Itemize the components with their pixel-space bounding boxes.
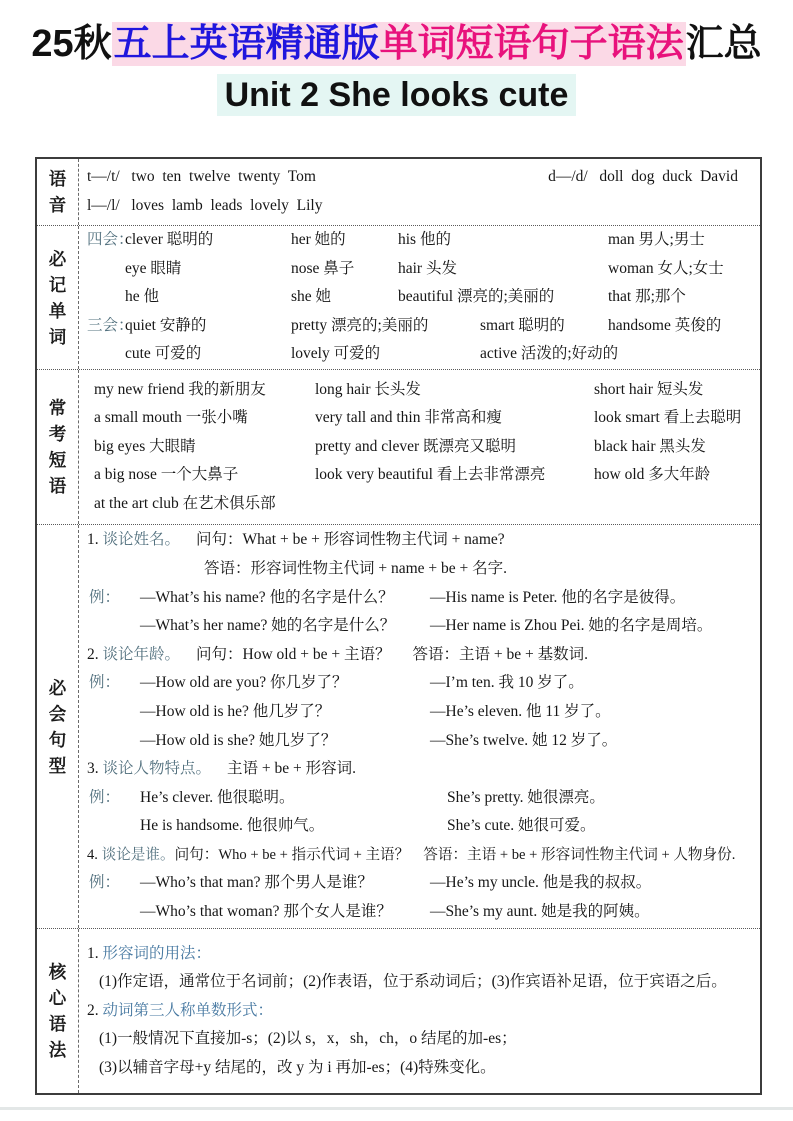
text-seg: how old 多大年龄 xyxy=(594,466,711,484)
text-seg: lovely 可爱的 xyxy=(291,345,381,363)
text-line xyxy=(99,968,746,997)
text-line xyxy=(87,698,746,727)
text-seg: 2. xyxy=(87,1001,103,1019)
text-seg: —Who’s that woman? 那个女人是谁？ xyxy=(140,903,392,921)
title-prefix: 25秋 xyxy=(31,23,112,65)
keyword-label: 谈论姓名。 xyxy=(102,531,181,549)
text-line xyxy=(87,526,746,555)
text-seg: —His name is Peter. 他的名字是彼得。 xyxy=(430,588,686,606)
text-line xyxy=(87,584,746,613)
text-line xyxy=(87,869,746,898)
text-seg: very tall and thin 非常高和瘦 xyxy=(315,409,502,427)
keyword-label: 例： xyxy=(89,588,121,606)
section-label-key-phrases: 常 考 短 语 xyxy=(37,370,79,524)
text-line xyxy=(87,727,746,756)
section-content-key-phrases xyxy=(79,370,760,524)
text-seg: —He’s eleven. 他 11 岁了。 xyxy=(430,702,611,720)
text-seg: —How old is he? 他几岁了？ xyxy=(140,702,331,720)
text-line xyxy=(87,192,746,221)
section-key-words xyxy=(37,225,760,369)
text-seg: short hair 短头发 xyxy=(594,380,704,398)
text-seg: He’s clever. 他很聪明。 xyxy=(140,788,295,806)
text-line xyxy=(99,1054,746,1083)
text-line xyxy=(94,490,746,519)
text-seg: a big nose 一个大鼻子 xyxy=(94,466,239,484)
section-core-grammar xyxy=(37,928,760,1093)
section-label-phonics: 语 音 xyxy=(37,159,79,225)
text-seg: quiet 安静的 xyxy=(125,316,207,334)
unit-subtitle-text: Unit 2 She looks cute xyxy=(217,74,577,116)
text-seg: —Her name is Zhou Pei. 她的名字是周培。 xyxy=(430,617,713,635)
text-seg: —What’s her name? 她的名字是什么？ xyxy=(140,617,396,635)
text-seg: his 他的 xyxy=(398,231,451,249)
text-seg: pretty and clever 既漂亮又聪明 xyxy=(315,437,517,455)
text-seg: cute 可爱的 xyxy=(125,345,202,363)
text-line xyxy=(87,812,746,841)
text-line xyxy=(87,641,746,670)
keyword-label: 形容词的用法： xyxy=(102,944,212,962)
unit-subtitle xyxy=(0,72,793,118)
text-seg: her 她的 xyxy=(291,231,346,249)
text-line xyxy=(87,669,746,698)
text-seg: woman 女人;女士 xyxy=(608,259,724,277)
title-topics: 单词短语句子语法 xyxy=(379,23,684,65)
keyword-label: 谈论人物特点。 xyxy=(102,760,212,778)
text-seg: She’s pretty. 她很漂亮。 xyxy=(447,788,605,806)
text-seg: look smart 看上去聪明 xyxy=(594,409,742,427)
keyword-label: 例： xyxy=(89,788,121,806)
text-seg: —She’s twelve. 她 12 岁了。 xyxy=(430,731,618,749)
text-line xyxy=(87,841,746,870)
section-label-core-grammar: 核 心 语 法 xyxy=(37,929,79,1093)
text-seg: 2. xyxy=(87,645,103,663)
text-seg: —He’s my uncle. 他是我的叔叔。 xyxy=(430,874,652,892)
text-line xyxy=(94,461,746,490)
text-seg: 答语：形容词性物主代词 + name + be + 名字. xyxy=(204,559,508,577)
section-content-phonics xyxy=(79,159,760,225)
text-seg: l—/l/ loves lamb leads lovely Lily xyxy=(87,197,323,214)
text-seg: clever 聪明的 xyxy=(125,231,214,249)
section-content-core-grammar xyxy=(79,929,760,1093)
text-seg: 问句：What + be + 形容词性物主代词 + name? xyxy=(196,531,505,549)
section-content-key-sentences xyxy=(79,525,760,928)
keyword-label: 谈论年龄。 xyxy=(102,645,181,663)
text-line xyxy=(87,283,746,312)
text-seg: hair 头发 xyxy=(398,259,457,277)
text-line xyxy=(87,226,746,255)
text-seg: 主语 + be + 形容词. xyxy=(227,760,357,778)
text-line xyxy=(87,940,746,969)
text-seg: big eyes 大眼睛 xyxy=(94,437,196,455)
text-seg: 1. xyxy=(87,944,103,962)
section-key-phrases xyxy=(37,369,760,524)
text-line xyxy=(94,376,746,405)
text-seg: She’s cute. 她很可爱。 xyxy=(447,817,596,835)
keyword-label: 三会： xyxy=(87,316,134,334)
text-seg: 1. xyxy=(87,531,103,549)
page-edge-shadow xyxy=(0,1107,793,1110)
text-line xyxy=(87,898,746,927)
text-seg: —How old are you? 你几岁了？ xyxy=(140,674,348,692)
text-seg: eye 眼睛 xyxy=(125,259,182,277)
text-seg: smart 聪明的 xyxy=(480,316,565,334)
text-seg: nose 鼻子 xyxy=(291,259,355,277)
text-seg: 3. xyxy=(87,760,103,778)
text-seg: He is handsome. 他很帅气。 xyxy=(140,817,325,835)
title-highlight xyxy=(112,22,686,66)
text-seg: (3)以辅音字母+y 结尾的，改 y 为 i 再加-es；(4)特殊变化。 xyxy=(99,1058,496,1076)
keyword-label: 四会： xyxy=(87,231,134,249)
text-line xyxy=(94,433,746,462)
text-seg: —What’s his name? 他的名字是什么？ xyxy=(140,588,394,606)
section-key-sentences xyxy=(37,524,760,928)
keyword-label: 例： xyxy=(89,674,121,692)
text-line xyxy=(87,312,746,341)
text-seg: black hair 黑头发 xyxy=(594,437,706,455)
text-seg: that 那;那个 xyxy=(608,288,686,306)
text-line xyxy=(87,163,746,192)
text-line xyxy=(87,784,746,813)
text-seg: handsome 英俊的 xyxy=(608,316,722,334)
text-seg: —How old is she? 她几岁了？ xyxy=(140,731,337,749)
text-seg: 问句：How old + be + 主语？ xyxy=(196,645,391,663)
text-seg: 答语：主语 + be + 形容词性物主代词 + 人物身份. xyxy=(423,846,736,863)
text-line xyxy=(87,340,746,369)
text-seg: beautiful 漂亮的;美丽的 xyxy=(398,288,555,306)
text-line xyxy=(87,755,746,784)
text-seg: t—/t/ two ten twelve twenty Tom xyxy=(87,168,316,186)
keyword-label: 例： xyxy=(89,874,121,892)
text-seg: (1)作定语，通常位于名词前；(2)作表语，位于系动词后；(3)作宾语补足语，位于宾语之后。 xyxy=(99,973,727,991)
text-line xyxy=(99,1025,746,1054)
text-seg: —Who’s that man? 那个男人是谁？ xyxy=(140,874,373,892)
keyword-label: 动词第三人称单数形式： xyxy=(102,1001,274,1019)
text-seg: —She’s my aunt. 她是我的阿姨。 xyxy=(430,903,650,921)
text-seg: at the art club 在艺术俱乐部 xyxy=(94,494,276,512)
text-seg: man 男人;男士 xyxy=(608,231,705,249)
text-seg: pretty 漂亮的;美丽的 xyxy=(291,316,429,334)
text-seg: my new friend 我的新朋友 xyxy=(94,380,266,398)
keyword-label: 谈论是谁。 xyxy=(101,846,175,863)
section-label-key-sentences: 必 会 句 型 xyxy=(37,525,79,928)
text-line xyxy=(87,555,746,584)
text-seg: long hair 长头发 xyxy=(315,380,421,398)
text-seg: she 她 xyxy=(291,288,332,306)
text-seg: 问句：Who + be + 指示代词 + 主语？ xyxy=(174,846,410,863)
text-line xyxy=(87,997,746,1026)
text-seg: 答语：主语 + be + 基数词. xyxy=(412,645,588,663)
page-title xyxy=(0,20,793,68)
text-line xyxy=(94,404,746,433)
text-line xyxy=(87,255,746,284)
section-content-key-words xyxy=(79,226,760,369)
text-line xyxy=(87,612,746,641)
text-seg: active 活泼的;好动的 xyxy=(480,345,619,363)
title-suffix: 汇总 xyxy=(685,23,762,65)
title-edition: 五上英语精通版 xyxy=(113,23,380,65)
text-seg: —I’m ten. 我 10 岁了。 xyxy=(430,674,584,692)
text-seg: d—/d/ doll dog duck David xyxy=(548,168,738,186)
section-label-key-words: 必 记 单 词 xyxy=(37,226,79,369)
text-seg: 4. xyxy=(87,846,102,863)
text-seg: (1)一般情况下直接加-s；(2)以 s，x，sh，ch，o 结尾的加-es； xyxy=(99,1030,517,1048)
text-seg: he 他 xyxy=(125,288,160,306)
text-seg: look very beautiful 看上去非常漂亮 xyxy=(315,466,546,484)
summary-table xyxy=(35,157,762,1095)
section-phonics xyxy=(37,159,760,225)
text-seg: a small mouth 一张小嘴 xyxy=(94,409,248,427)
